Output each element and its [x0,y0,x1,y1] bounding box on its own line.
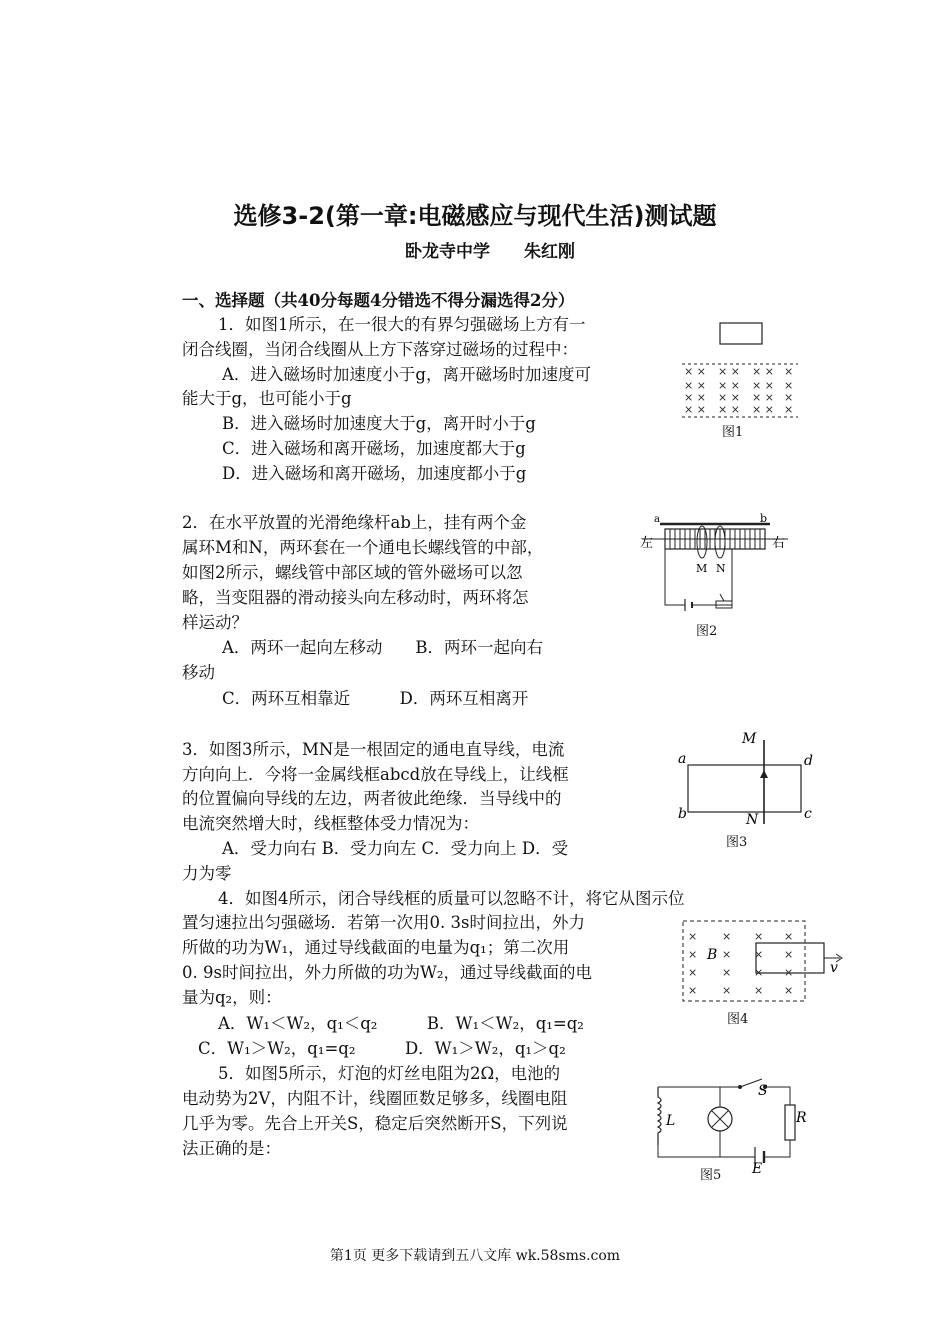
fig2-label-a: a [654,514,660,525]
svg-text:×: × [688,966,698,979]
svg-text:×: × [722,984,732,997]
q3-line-4: 电流突然增大时，线框整体受力情况为： [182,814,479,833]
figure-1-caption: 图1 [722,425,744,440]
author-line: 卧龙寺中学 朱红刚 [405,242,575,262]
svg-text:× ×: × × [752,391,774,404]
figure-5 [640,1075,810,1175]
fig3-label-d: d [804,753,813,769]
fig4-label-v: v [830,960,838,976]
svg-text:×: × [754,948,764,961]
q3-line-3: 的位置偏向导线的左边，两者彼此绝缘．当导线中的 [182,789,562,808]
q2-line-3: 如图2所示，螺线管中部区域的管外磁场可以忽 [182,563,523,582]
svg-text:× ×: × × [752,403,774,416]
svg-text:×: × [722,966,732,979]
svg-text:×: × [784,948,794,961]
figure-4-caption: 图4 [727,1012,749,1027]
svg-text:×: × [754,930,764,943]
svg-text:×: × [784,403,794,416]
q2-line-1: 2．在水平放置的光滑绝缘杆ab上，挂有两个金 [182,513,527,532]
svg-text:× ×: × × [684,379,706,392]
q2-options-ab: A．两环一起向左移动 B．两环一起向右 [222,638,544,657]
figure-2-caption: 图2 [696,624,718,639]
q3-line-1: 3．如图3所示，MN是一根固定的通电直导线，电流 [182,740,565,759]
q4-options-cd: C．W₁＞W₂，q₁=q₂ D．W₁＞W₂，q₁＞q₂ [198,1039,566,1058]
q2-options-ab-cont: 移动 [182,663,215,682]
svg-text:×: × [784,379,794,392]
q2-line-4: 略，当变阻器的滑动接头向左移动时，两环将怎 [182,588,529,607]
fig3-label-b: b [678,806,687,822]
q2-line-5: 样运动？ [182,613,248,632]
fig3-label-c: c [804,806,812,822]
fig2-label-right: 右 [772,536,786,551]
figure-2 [640,510,790,620]
svg-text:×: × [722,948,732,961]
figure-4 [680,918,845,1006]
page-footer: 第1页 更多下载请到五八文库 wk.58sms.com [329,1248,621,1264]
q5-line-2: 电动势为2V，内阻不计，线圈匝数足够多，线圈电阻 [182,1089,568,1108]
figure-1 [680,320,800,420]
fig2-label-b: b [760,512,768,525]
svg-text:×: × [784,365,794,378]
fig5-label-l: L [666,1113,676,1129]
svg-text:× ×: × × [684,391,706,404]
q1-option-d: D．进入磁场和离开磁场，加速度都小于g [222,464,527,483]
svg-text:×: × [754,966,764,979]
q4-line-1: 4．如图4所示，闭合导线框的质量可以忽略不计，将它从图示位 [218,889,685,908]
fig2-label-n: N [716,562,726,575]
svg-text:×: × [722,930,732,943]
q1-option-a: A．进入磁场时加速度小于g，离开磁场时加速度可 [222,365,591,384]
q3-options: A．受力向右 B．受力向左 C．受力向上 D．受 [222,839,569,858]
fig3-label-n: N [746,812,759,828]
q3-options-cont: 力为零 [182,864,232,883]
q5-line-1: 5．如图5所示，灯泡的灯丝电阻为2Ω，电池的 [218,1064,561,1083]
q3-line-2: 方向向上．今将一金属线框abcd放在导线上，让线框 [182,765,569,784]
fig5-label-e: E [752,1161,763,1177]
svg-text:× ×: × × [718,365,740,378]
section-heading: 一、选择题（共40分每题4分错选不得分漏选得2分） [182,291,575,310]
q1-line-1: 1．如图1所示，在一很大的有界匀强磁场上方有一 [218,315,586,334]
q1-line-2: 闭合线圈，当闭合线圈从上方下落穿过磁场的过程中： [182,340,578,359]
fig4-label-b: B [707,947,718,963]
svg-text:× ×: × × [684,365,706,378]
svg-text:×: × [754,984,764,997]
svg-text:×: × [784,984,794,997]
q4-line-4: 0. 9s时间拉出，外力所做的功为W₂，通过导线截面的电 [182,963,593,982]
svg-text:×: × [784,930,794,943]
figure-3 [676,728,816,828]
svg-text:× ×: × × [752,379,774,392]
fig2-label-left: 左 [640,536,654,551]
q5-line-4: 法正确的是： [182,1139,281,1158]
q1-option-c: C．进入磁场和离开磁场，加速度都大于g [222,439,526,458]
svg-text:× ×: × × [718,391,740,404]
q5-line-3: 几乎为零。先合上开关S，稳定后突然断开S，下列说 [182,1114,568,1133]
svg-text:× ×: × × [684,403,706,416]
svg-text:× ×: × × [718,379,740,392]
svg-text:×: × [784,966,794,979]
svg-text:× ×: × × [718,403,740,416]
q1-option-a-cont: 能大于g，也可能小于g [182,389,352,408]
svg-text:×: × [688,984,698,997]
q1-option-b: B．进入磁场时加速度大于g，离开时小于g [222,414,536,433]
q4-line-3: 所做的功为W₁，通过导线截面的电量为q₁；第二次用 [182,938,570,957]
q4-options-ab: A．W₁＜W₂，q₁＜q₂ B．W₁＜W₂，q₁=q₂ [218,1014,584,1033]
figure-5-caption: 图5 [700,1168,722,1183]
q2-line-2: 属环M和N，两环套在一个通电长螺线管的中部， [182,538,544,557]
svg-text:×: × [784,391,794,404]
fig5-label-r: R [796,1110,807,1126]
q2-options-cd: C．两环互相靠近 D．两环互相离开 [222,689,529,708]
fig3-label-m: M [742,731,757,747]
q4-line-5: 量为q₂，则： [182,988,282,1007]
page-title: 选修3-2(第一章:电磁感应与现代生活)测试题 [233,202,717,230]
fig2-label-m: M [696,562,708,575]
fig5-label-s: S [758,1083,768,1099]
svg-text:× ×: × × [752,365,774,378]
fig3-label-a: a [678,751,687,767]
figure-3-caption: 图3 [726,835,748,850]
svg-text:×: × [688,930,698,943]
q4-line-2: 置匀速拉出匀强磁场．若第一次用0. 3s时间拉出，外力 [182,913,585,932]
svg-text:×: × [688,948,698,961]
